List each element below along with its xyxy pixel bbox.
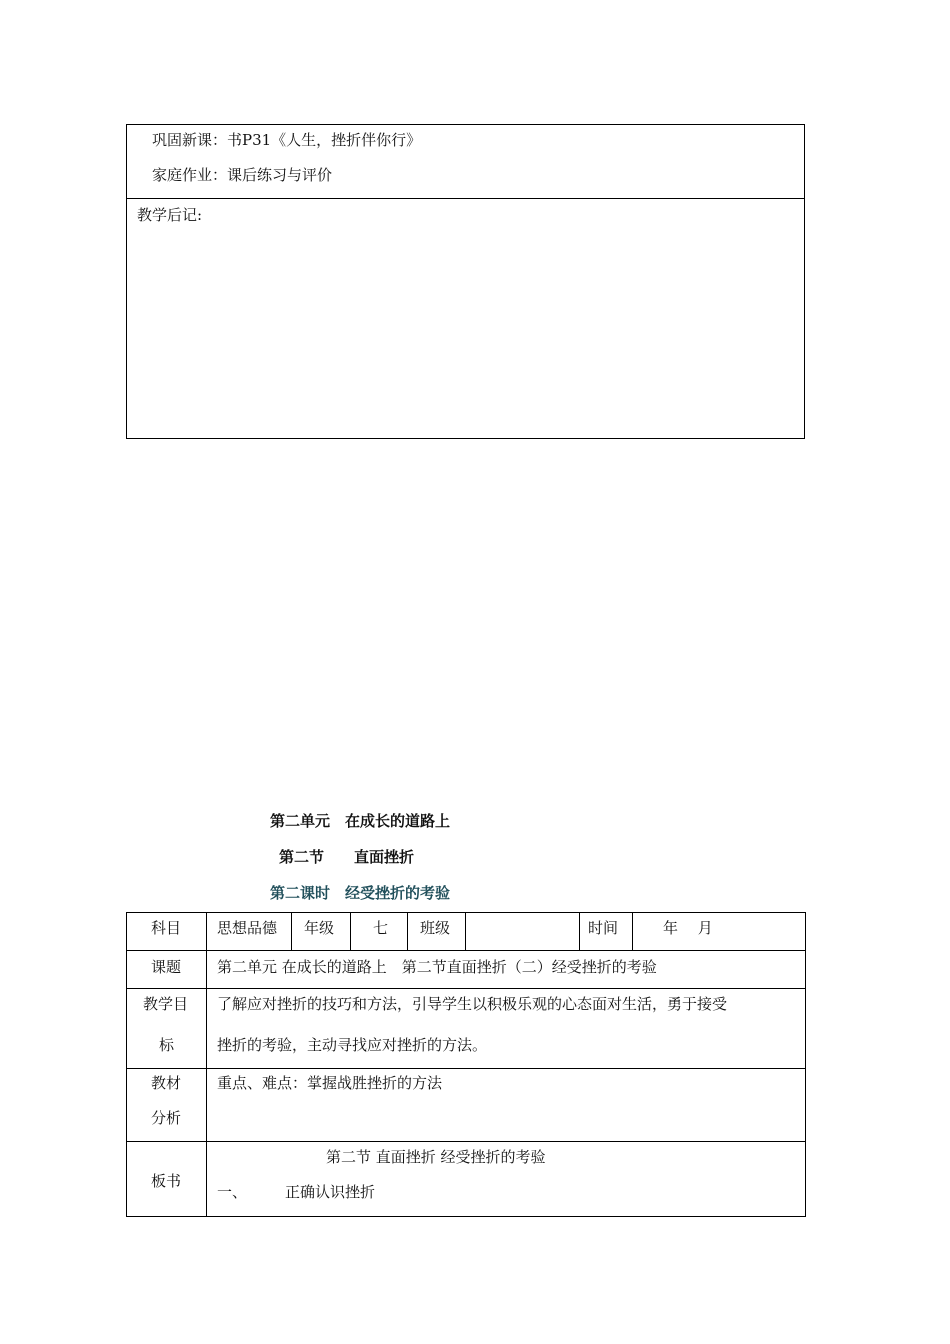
analysis-label-cell bbox=[127, 1069, 207, 1142]
postscript-label: 教学后记: bbox=[137, 206, 203, 224]
board-label: 板书 bbox=[151, 1172, 182, 1190]
goal-label-line-1: 教学目 bbox=[143, 995, 189, 1013]
goal-label-line-2: 标 bbox=[159, 1036, 175, 1054]
top-table bbox=[126, 124, 805, 439]
lesson-heading: 第二课时 经受挫折的考验 bbox=[270, 884, 451, 902]
goal-label-cell bbox=[127, 989, 207, 1069]
grade-value: 七 bbox=[373, 919, 389, 937]
grade-label: 年级 bbox=[304, 919, 335, 937]
homework-text: 家庭作业：课后练习与评价 bbox=[152, 166, 333, 184]
board-value-cell bbox=[207, 1142, 806, 1217]
goal-line-1: 了解应对挫折的技巧和方法，引导学生以积极乐观的心态面对生活，勇于接受 bbox=[217, 995, 728, 1013]
grade-label-cell bbox=[292, 913, 351, 951]
analysis-value-cell bbox=[207, 1069, 806, 1142]
lesson-table bbox=[126, 912, 806, 1217]
unit-heading: 第二单元 在成长的道路上 bbox=[270, 812, 451, 830]
subject-label-cell bbox=[127, 913, 207, 951]
homework-cell bbox=[127, 125, 805, 199]
goal-value-cell bbox=[207, 989, 806, 1069]
topic-value-cell bbox=[207, 951, 806, 989]
time-value: 年 月 bbox=[663, 919, 713, 937]
board-item-text: 正确认识挫折 bbox=[285, 1183, 376, 1201]
analysis-label-line-1: 教材 bbox=[151, 1074, 182, 1092]
analysis-label-line-2: 分析 bbox=[151, 1109, 182, 1127]
postscript-cell bbox=[127, 199, 805, 439]
board-title: 第二节 直面挫折 经受挫折的考验 bbox=[326, 1148, 546, 1166]
subject-value: 思想品德 bbox=[217, 919, 278, 937]
section-heading: 第二节 直面挫折 bbox=[279, 848, 415, 866]
time-label-cell bbox=[580, 913, 633, 951]
board-item-number: 一、 bbox=[217, 1183, 248, 1201]
consolidate-text: 巩固新课：书P31《人生，挫折伴你行》 bbox=[152, 131, 422, 149]
subject-label: 科目 bbox=[151, 919, 182, 937]
time-value-cell bbox=[633, 913, 806, 951]
class-label-cell bbox=[408, 913, 466, 951]
goal-line-2: 挫折的考验，主动寻找应对挫折的方法。 bbox=[217, 1036, 488, 1054]
analysis-value: 重点、难点：掌握战胜挫折的方法 bbox=[217, 1074, 443, 1092]
board-label-cell bbox=[127, 1142, 207, 1217]
subject-value-cell bbox=[207, 913, 292, 951]
topic-value: 第二单元 在成长的道路上 第二节直面挫折（二）经受挫折的考验 bbox=[217, 958, 657, 976]
topic-label-cell bbox=[127, 951, 207, 989]
topic-label: 课题 bbox=[151, 958, 182, 976]
time-label: 时间 bbox=[588, 919, 619, 937]
class-label: 班级 bbox=[420, 919, 451, 937]
grade-value-cell bbox=[351, 913, 408, 951]
class-value-cell bbox=[466, 913, 580, 951]
